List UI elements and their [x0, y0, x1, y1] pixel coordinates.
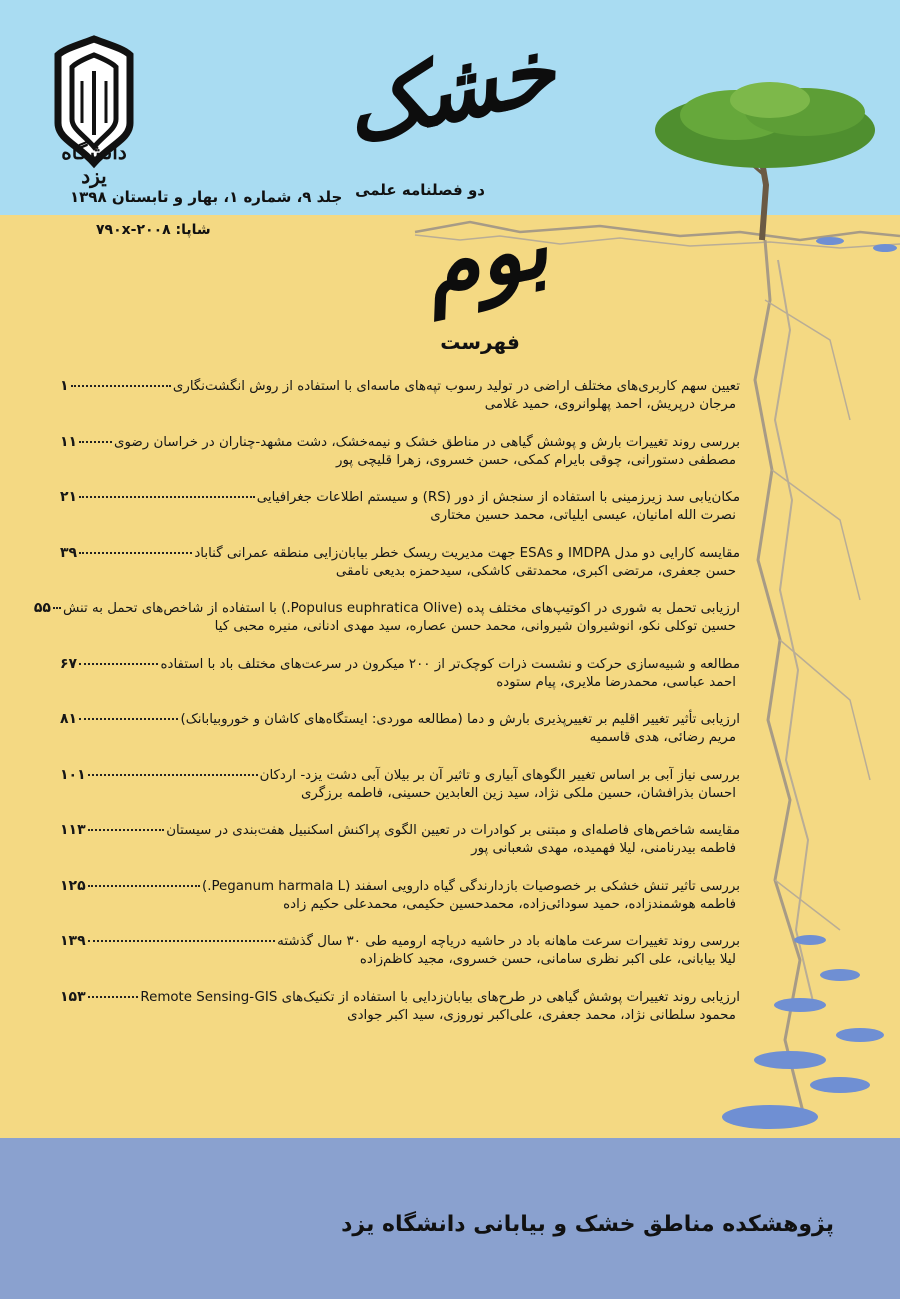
leader-dots — [79, 718, 178, 720]
entry-page: ۳۹ — [60, 544, 78, 561]
leader-dots — [79, 663, 158, 665]
leader-dots — [88, 996, 139, 998]
leader-dots — [88, 885, 200, 887]
entry-title: مقایسه کارایی دو مدل IMDPA و ESAs جهت مدیریت ریسک خطر بیابان‌زایی منطقه عمرانی گناباد — [194, 545, 740, 561]
logo-text: دانشگاه یزد — [61, 140, 127, 188]
entry-authors: لیلا بیابانی، علی اکبر نظری سامانی، حسن خسروی، مجید کاظم‌زاده — [359, 952, 736, 967]
entry-page: ۶۷ — [60, 655, 78, 672]
entry-authors: فاطمه هوشمندزاده، حمید سودائی‌زاده، محمدحسین حکیمی، محمدعلی حکیم زاده — [283, 896, 736, 912]
entry-title: ارزیابی تأثیر تغییر اقلیم بر تغییرپذیری بارش و دما (مطالعه موردی: ایستگاه‌های کاشان و خوروبیابانک) — [180, 712, 740, 727]
entry-authors: حسین توکلی نکو، انوشیروان شیروانی، محمد حسن عصاره، سید مهدی ادنانی، منیره محبی کیا — [214, 619, 736, 634]
entry-title: تعیین سهم کاربری‌های مختلف اراضی در تولید رسوب تپه‌های ماسه‌ای با استفاده از روش انگشت‌نگاری — [172, 379, 740, 394]
entry-page: ۱ — [60, 378, 69, 394]
table-of-contents — [33, 378, 740, 1044]
publisher-footer: پژوهشکده مناطق خشک و بیابانی دانشگاه یزد — [341, 1212, 834, 1237]
entry-page: ۱۳۹ — [60, 933, 86, 949]
entry-authors: محمود سلطانی نژاد، محمد جعفری، علی‌اکبر نوروزی، سید اکبر جوادی — [347, 1007, 736, 1023]
leader-dots — [79, 441, 112, 443]
toc-entry[interactable] — [60, 378, 740, 434]
entry-title: مکان‌یابی سد زیرزمینی با استفاده از سنجش از دور (RS) و سیستم اطلاعات جغرافیایی — [256, 490, 740, 505]
entry-page: ۵۵ — [33, 600, 51, 616]
issue-info: جلد ۹، شماره ۱، بهار و تابستان ۱۳۹۸ — [70, 188, 343, 206]
toc-entry[interactable] — [60, 711, 740, 767]
entry-title: بررسی روند تغییرات سرعت ماهانه باد در حاشیه دریاچه ارومیه طی ۳۰ سال گذشته — [277, 934, 740, 949]
entry-title: ارزیابی تحمل به شوری در اکوتیپ‌های مختلف پده (Populus euphratica Olive.) با استفاده از شاخص‌های تحمل به تنش — [62, 601, 740, 616]
entry-authors: مصطفی دستورانی، چوقی بایرام کمکی، حسن خسروی، زهرا قلیچی پور — [336, 452, 736, 468]
toc-entry[interactable] — [60, 767, 740, 823]
entry-authors: فاطمه بیدرنامنی، لیلا فهمیده، مهدی شعبانی پور — [471, 841, 736, 856]
entry-page: ۲۱ — [60, 489, 78, 505]
entry-authors: احسان بذرافشان، حسین ملکی نژاد، سید زین العابدین حسینی، فاطمه برزگری — [300, 785, 736, 801]
entry-title: مطالعه و شبیه‌سازی حرکت و نشست ذرات کوچک‌تر از ۲۰۰ میکرون در سرعت‌های مختلف باد با استفاده — [160, 656, 740, 672]
toc-heading: فهرست — [440, 330, 520, 354]
entry-page: ۱۱ — [60, 433, 78, 450]
leader-dots — [88, 940, 276, 942]
toc-entry[interactable] — [60, 434, 740, 490]
toc-entry[interactable] — [60, 489, 740, 545]
leader-dots — [79, 552, 192, 554]
toc-entry[interactable] — [60, 989, 740, 1045]
toc-entry[interactable] — [33, 600, 740, 656]
issn: شاپا: ۷۹۰x-۲۰۰۸ — [96, 222, 211, 238]
entry-page: ۱۰۱ — [60, 766, 86, 783]
leader-dots — [79, 496, 255, 498]
entry-title: بررسی نیاز آبی بر اساس تغییر الگوهای آبیاری و تاثیر آن بر بیلان آبی دشت یزد- اردکان — [259, 767, 740, 783]
entry-authors: نصرت الله امانیان، عیسی ایلیاتی، محمد حسین مختاری — [430, 508, 736, 523]
entry-page: ۱۱۳ — [60, 822, 86, 838]
leader-dots — [88, 774, 258, 776]
toc-entry[interactable] — [60, 878, 740, 934]
entry-title: بررسی تاثیر تنش خشکی بر خصوصیات بازدارندگی گیاه دارویی اسفند (Peganum harmala L.) — [201, 878, 740, 894]
entry-title: مقایسه شاخص‌های فاصله‌ای و مبتنی بر کوادرات در تعیین الگوی پراکنش اسکنبیل هفت‌بندی در سیستان — [166, 823, 740, 838]
entry-authors: مرجان درپریش، احمد پهلوانروی، حمید غلامی — [484, 397, 736, 412]
leader-dots — [88, 829, 165, 831]
entry-authors: مریم رضائی، هدی قاسمیه — [589, 730, 736, 745]
leader-dots — [71, 385, 171, 387]
entry-title: بررسی روند تغییرات بارش و پوشش گیاهی در مناطق خشک و نیمه‌خشک، دشت مشهد-چناران در خراسان رضوی — [113, 434, 740, 450]
entry-page: ۱۲۵ — [60, 877, 86, 894]
entry-authors: حسن جعفری، مرتضی اکبری، محمدتقی کاشکی، سیدحمزه بدیعی نامقی — [335, 563, 736, 579]
entry-title: ارزیابی روند تغییرات پوشش گیاهی در طرح‌های بیابان‌زدایی با استفاده از تکنیک‌های Remote Sensing-GIS — [140, 989, 740, 1005]
journal-title: خشک بوم — [335, 17, 564, 321]
toc-entry[interactable] — [60, 656, 740, 712]
leader-dots — [53, 607, 61, 609]
toc-entry[interactable] — [60, 822, 740, 878]
toc-entry[interactable] — [60, 933, 740, 989]
journal-subtitle: دو فصلنامه علمی — [355, 181, 485, 199]
entry-page: ۱۵۳ — [60, 988, 86, 1005]
entry-page: ۸۱ — [60, 711, 78, 727]
entry-authors: احمد عباسی، محمدرضا ملایری، پیام ستوده — [496, 674, 736, 690]
toc-entry[interactable] — [60, 545, 740, 601]
